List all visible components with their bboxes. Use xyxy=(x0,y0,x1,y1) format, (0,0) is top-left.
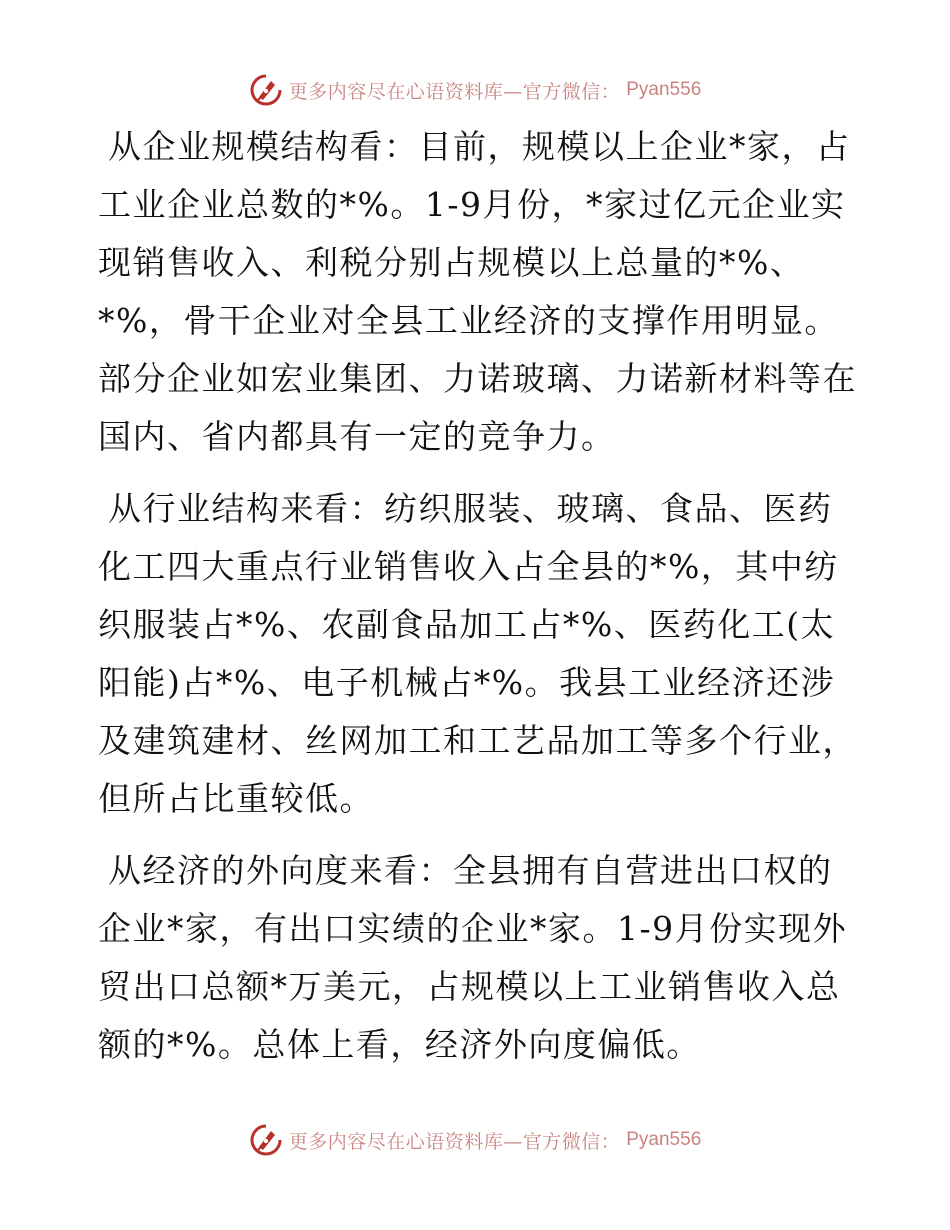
footer-wechat-id: Pyan556 xyxy=(626,1129,702,1150)
document-body xyxy=(98,118,858,1088)
pen-nib-logo-icon xyxy=(249,1123,283,1157)
header-banner-text: 更多内容尽在心语资料库—官方微信： xyxy=(288,80,621,103)
footer-banner xyxy=(0,1120,950,1160)
footer-banner-text: 更多内容尽在心语资料库—官方微信： xyxy=(288,1130,621,1153)
paragraph-industry-structure: 从行业结构来看：纺织服装、玻璃、食品、医药化工四大重点行业销售收入占全县的*%，其中纺织服装占*%、农副食品加工占*%、医药化工(太阳能)占*%、电子机械占*%。我县工业经济还涉及建筑建材、丝网加工和工艺品加工等多个行业，但所占比重较低。 xyxy=(98,489,857,818)
header-banner xyxy=(0,70,950,110)
header-wechat-id: Pyan556 xyxy=(626,79,702,100)
pen-nib-logo-icon xyxy=(249,73,283,107)
paragraph-enterprise-scale: 从企业规模结构看：目前，规模以上企业*家，占工业企业总数的*%。1-9月份，*家过亿元企业实现销售收入、利税分别占规模以上总量的*%、*%，骨干企业对全县工业经济的支撑作用明显。部分企业如宏业集团、力诺玻璃、力诺新材料等在国内、省内都具有一定的竞争力。 xyxy=(98,127,857,456)
paragraph-economic-openness: 从经济的外向度来看：全县拥有自营进出口权的企业*家，有出口实绩的企业*家。1-9月份实现外贸出口总额*万美元，占规模以上工业销售收入总额的*%。总体上看，经济外向度偏低。 xyxy=(98,851,848,1064)
